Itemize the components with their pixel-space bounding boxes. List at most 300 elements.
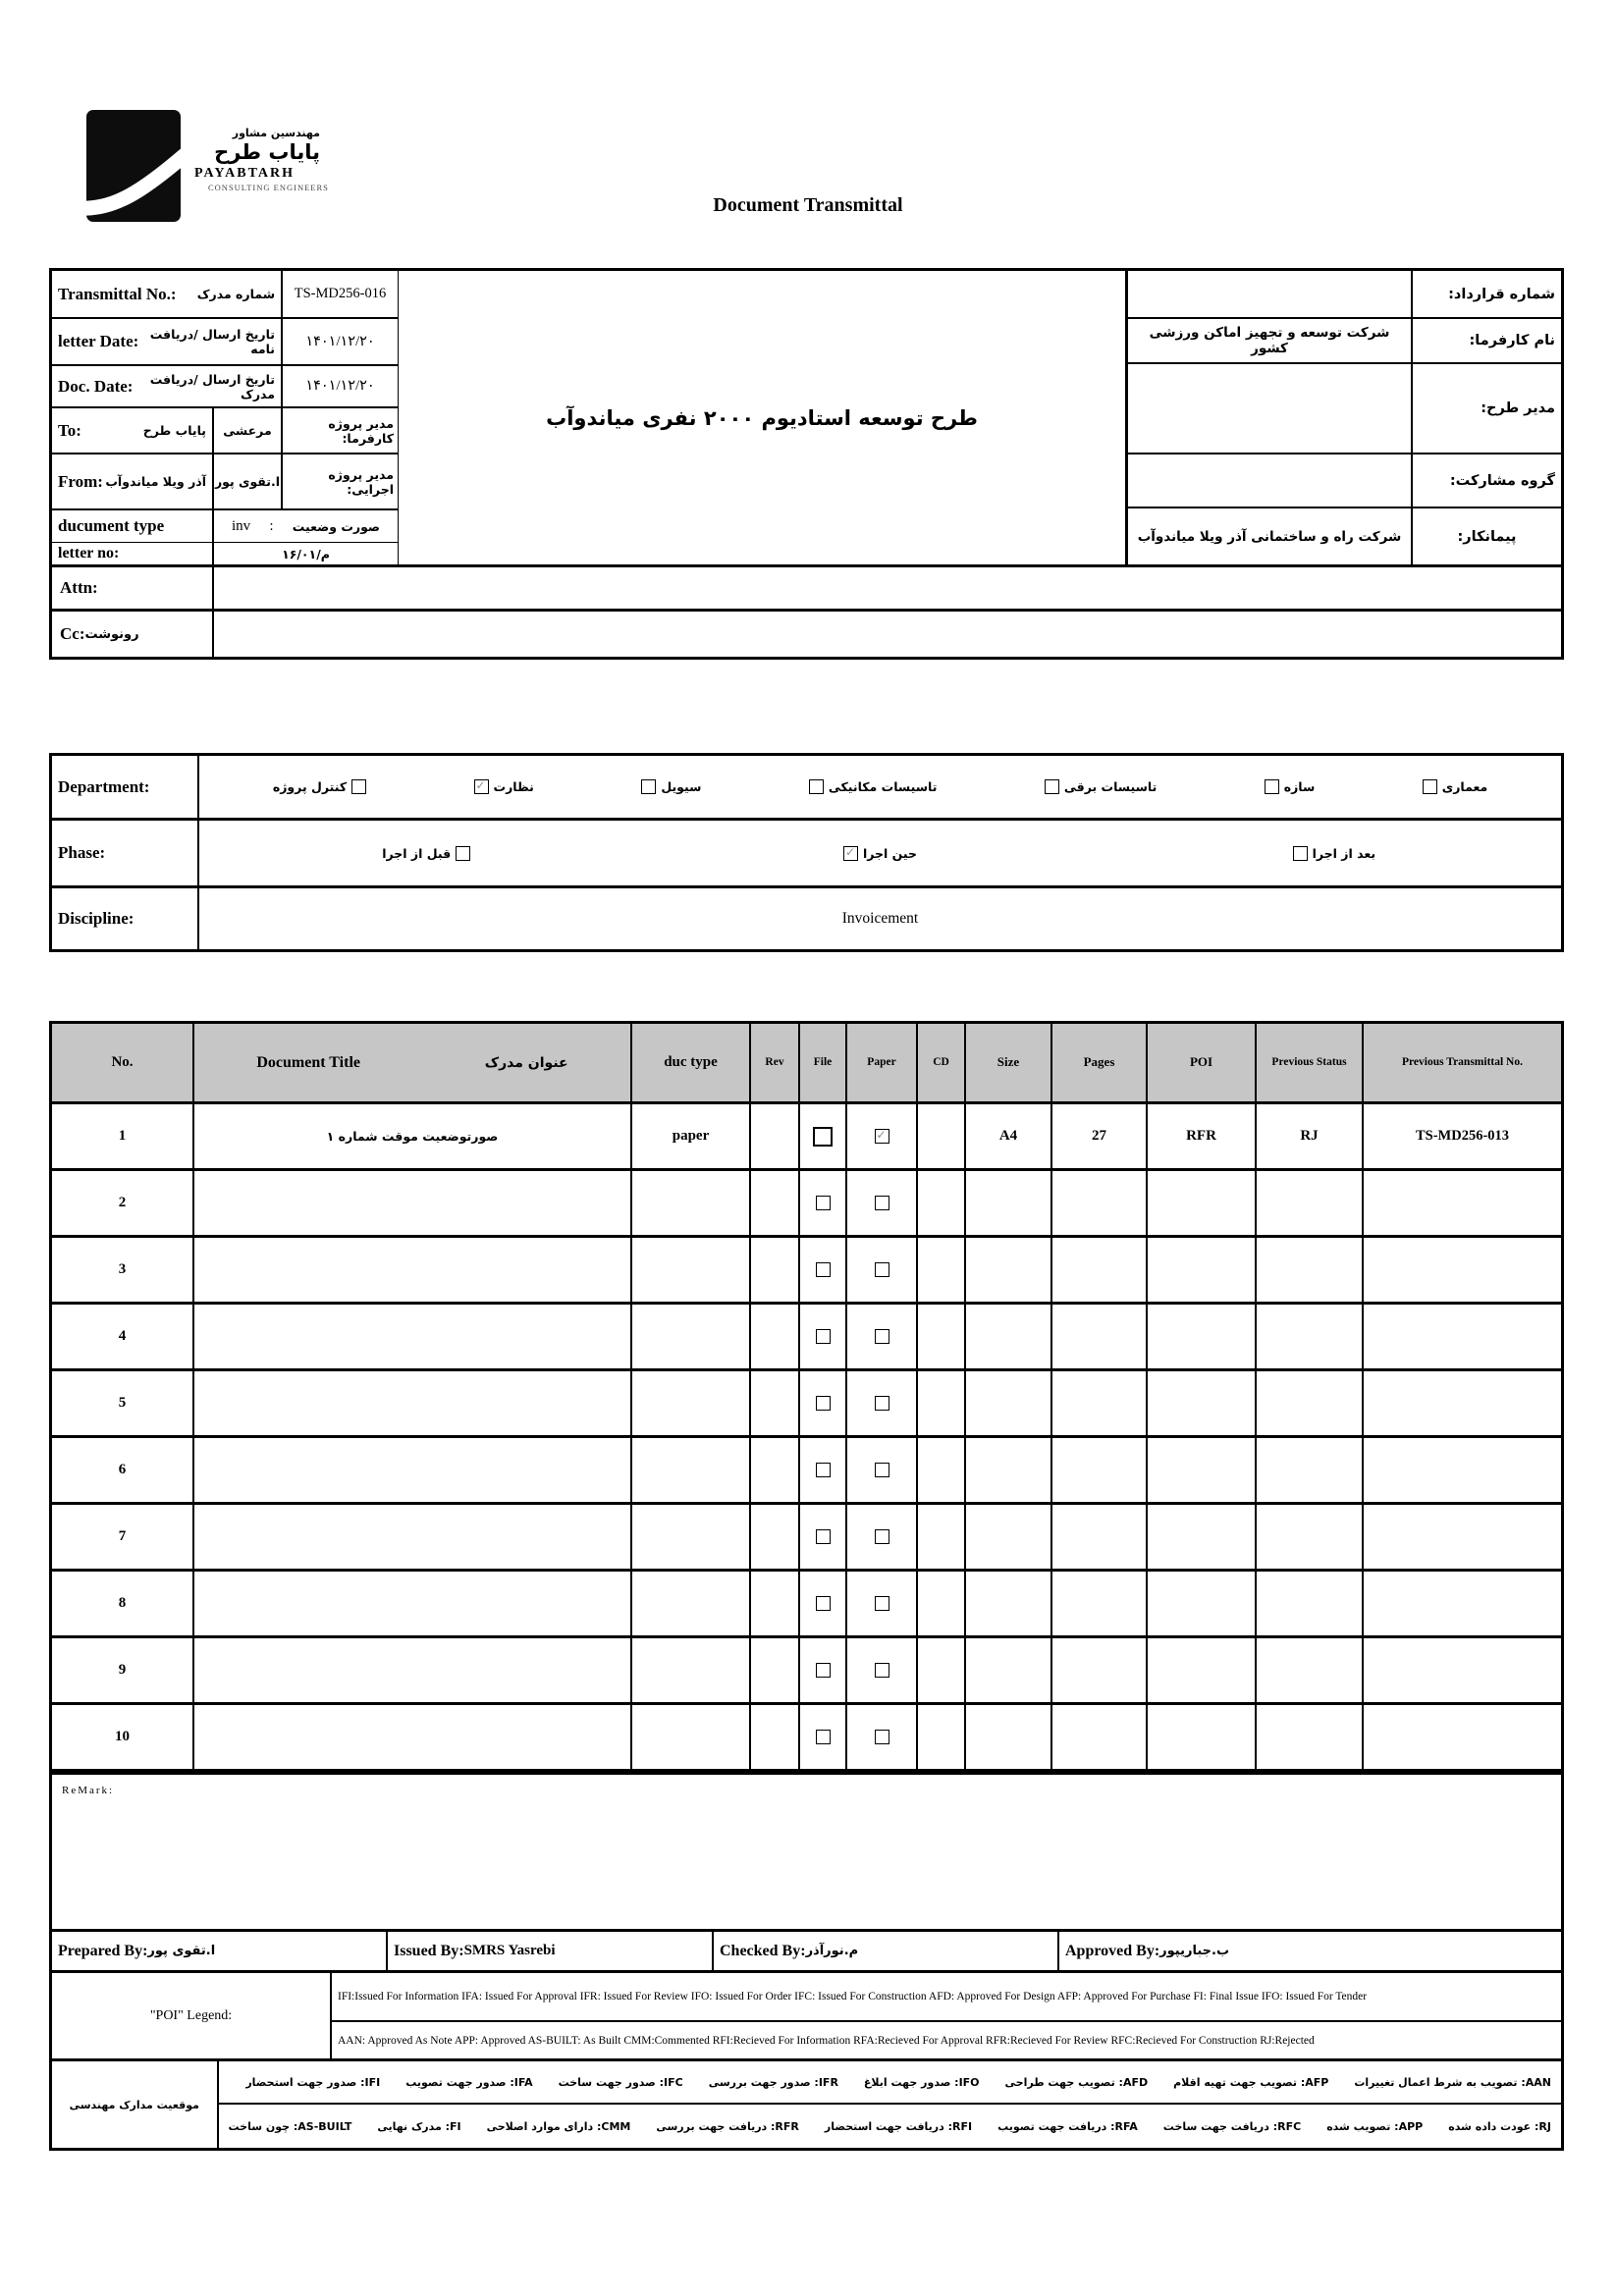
cell-previous-status xyxy=(1257,1505,1364,1569)
checkbox[interactable] xyxy=(1423,779,1437,794)
cell-no: 4 xyxy=(52,1305,194,1368)
cell-cd xyxy=(918,1104,966,1168)
cell-pages xyxy=(1052,1572,1148,1635)
cell-duc-type xyxy=(632,1238,751,1302)
cell-no: 8 xyxy=(52,1572,194,1635)
cell-poi xyxy=(1148,1438,1257,1502)
department-row xyxy=(52,756,1561,821)
table-row-2 xyxy=(52,1171,1561,1238)
paper-checkbox[interactable] xyxy=(875,1196,889,1210)
department-option-saze xyxy=(1265,779,1316,794)
cell-previous-status xyxy=(1257,1305,1364,1368)
file-checkbox[interactable] xyxy=(816,1262,831,1277)
phase-option-during xyxy=(843,846,917,861)
legend-item: RFR: دریافت جهت بررسی xyxy=(656,2119,799,2133)
cell-duc-type xyxy=(632,1438,751,1502)
cell-duc-type xyxy=(632,1305,751,1368)
cc-value[interactable] xyxy=(214,612,1561,657)
letter-no-value: م/۱۶/۰۱ xyxy=(282,546,330,561)
cell-rev xyxy=(751,1705,800,1769)
cell-title xyxy=(194,1171,632,1235)
cell-previous-transmittal xyxy=(1364,1238,1561,1302)
cell-duc-type xyxy=(632,1371,751,1435)
cell-previous-status xyxy=(1257,1705,1364,1769)
legend-item: RFA: دریافت جهت تصویب xyxy=(997,2119,1138,2133)
paper-checkbox[interactable] xyxy=(875,1262,889,1277)
table-row-6 xyxy=(52,1438,1561,1505)
transmittal-header-table xyxy=(49,268,1564,660)
from-row xyxy=(52,454,398,510)
legend-en-line1: IFI:Issued For Information IFA: Issued For Approval IFR: Issued For Review IFO: Issued For Order IFC: Issued For Construction AFD: Approved For Design AFP: Approved For Purchase FI: Final Issue IFO: Issued For Tender xyxy=(332,1973,1561,2022)
cell-pages xyxy=(1052,1371,1148,1435)
file-checkbox[interactable] xyxy=(816,1730,831,1744)
cell-paper xyxy=(847,1305,918,1368)
phase-option-after xyxy=(1293,846,1376,861)
cell-file xyxy=(800,1171,847,1235)
col-paper: Paper xyxy=(847,1024,918,1101)
cell-rev xyxy=(751,1104,800,1168)
cell-duc-type xyxy=(632,1638,751,1702)
design-manager-label: مدیر طرح: xyxy=(1411,364,1561,453)
checkbox[interactable] xyxy=(1293,846,1308,861)
col-cd: CD xyxy=(918,1024,966,1101)
attn-label: Attn: xyxy=(52,567,214,609)
cell-cd xyxy=(918,1371,966,1435)
file-checkbox[interactable] xyxy=(816,1596,831,1611)
approved-by-label: Approved By: xyxy=(1065,1942,1160,1959)
issued-by-value: SMRS Yasrebi xyxy=(463,1943,556,1958)
cell-size xyxy=(966,1705,1052,1769)
cell-pages xyxy=(1052,1438,1148,1502)
cell-previous-status xyxy=(1257,1638,1364,1702)
col-file: File xyxy=(800,1024,847,1101)
cell-previous-status xyxy=(1257,1572,1364,1635)
cell-previous-status xyxy=(1257,1238,1364,1302)
col-pages: Pages xyxy=(1052,1024,1148,1101)
cell-pages xyxy=(1052,1505,1148,1569)
cell-paper xyxy=(847,1638,918,1702)
brand-fa-name: پایاب طرح xyxy=(214,139,320,164)
document-type-label: ducument type xyxy=(58,516,165,535)
cell-pages xyxy=(1052,1305,1148,1368)
poi-legend-fa xyxy=(52,2061,1561,2148)
cell-poi xyxy=(1148,1638,1257,1702)
brand-fa-small: مهندسین مشاور xyxy=(232,127,320,139)
design-manager-value xyxy=(1128,364,1411,453)
phase-option-before xyxy=(382,846,470,861)
option-label: سازه xyxy=(1283,779,1316,794)
transmittal-no-label: Transmittal No.: xyxy=(58,284,177,303)
cell-title xyxy=(194,1638,632,1702)
cell-file xyxy=(800,1305,847,1368)
cell-previous-status: RJ xyxy=(1257,1104,1364,1168)
paper-checkbox[interactable] xyxy=(875,1596,889,1611)
cell-previous-transmittal xyxy=(1364,1305,1561,1368)
checkbox[interactable] xyxy=(641,779,656,794)
cell-paper xyxy=(847,1438,918,1502)
cell-title: صورتوضعیت موقت شماره ۱ xyxy=(194,1104,632,1168)
cell-poi xyxy=(1148,1705,1257,1769)
cell-title xyxy=(194,1572,632,1635)
cc-label-fa: رونوشت xyxy=(84,626,139,642)
attn-row xyxy=(52,564,1561,609)
col-title xyxy=(194,1024,632,1101)
file-checkbox[interactable] xyxy=(813,1127,833,1147)
col-previous-transmittal: Previous Transmittal No. xyxy=(1402,1056,1523,1069)
checked-by-value: م.نورآذر xyxy=(805,1944,859,1958)
from-person: ا.تقوی پور xyxy=(214,454,283,508)
legend-item: AFP: تصویب جهت تهیه اقلام xyxy=(1173,2075,1329,2089)
checkbox[interactable] xyxy=(1265,779,1279,794)
cell-paper xyxy=(847,1371,918,1435)
cell-title xyxy=(194,1505,632,1569)
legend-fa-line2 xyxy=(219,2105,1562,2148)
cell-poi xyxy=(1148,1371,1257,1435)
col-duc-type: duc type xyxy=(632,1024,751,1101)
legend-en-line2: AAN: Approved As Note APP: Approved AS-BUILT: As Built CMM:Commented RFI:Recieved For Information RFA:Recieved For Approval RFR:Recieved For Review RFC:Recieved For Construction RJ:Rejected xyxy=(338,2034,1315,2047)
cell-duc-type: paper xyxy=(632,1104,751,1168)
paper-checkbox-checked[interactable] xyxy=(875,1129,889,1144)
transmittal-no-label-fa: شماره مدرک xyxy=(196,287,275,301)
partnership-group-label: گروه مشارکت: xyxy=(1411,454,1561,507)
cell-previous-transmittal xyxy=(1364,1705,1561,1769)
cell-pages xyxy=(1052,1638,1148,1702)
transmittal-no-value: TS-MD256-016 xyxy=(294,286,387,301)
table-row-10 xyxy=(52,1705,1561,1772)
file-checkbox[interactable] xyxy=(816,1196,831,1210)
contract-no-row xyxy=(1128,271,1561,319)
table-empty-rows xyxy=(52,1171,1561,1772)
document-type-separator: : xyxy=(269,517,274,534)
option-label: سیویل xyxy=(661,779,702,794)
cell-poi xyxy=(1148,1238,1257,1302)
cell-rev xyxy=(751,1505,800,1569)
cell-rev xyxy=(751,1572,800,1635)
cc-label-en: Cc: xyxy=(60,624,85,643)
legend-item: CMM: دارای موارد اصلاحی xyxy=(486,2119,631,2133)
cell-cd xyxy=(918,1238,966,1302)
letter-date-label-fa: تاریخ ارسال /دریافت نامه xyxy=(149,327,275,356)
cell-previous-status xyxy=(1257,1438,1364,1502)
contractor-value: شرکت راه و ساختمانی آذر ویلا میاندوآب xyxy=(1137,528,1402,545)
option-label: تاسیسات مکانیکی xyxy=(828,779,938,794)
client-name-label: نام کارفرما: xyxy=(1411,319,1561,362)
brand-block xyxy=(194,128,329,193)
paper-checkbox[interactable] xyxy=(875,1529,889,1544)
cell-file xyxy=(800,1371,847,1435)
cell-previous-transmittal xyxy=(1364,1638,1561,1702)
table-row-1 xyxy=(52,1104,1561,1171)
cell-size xyxy=(966,1305,1052,1368)
table-row-3 xyxy=(52,1238,1561,1305)
cell-size xyxy=(966,1505,1052,1569)
document-list-section xyxy=(49,1021,1564,2151)
cell-previous-transmittal xyxy=(1364,1371,1561,1435)
cell-duc-type xyxy=(632,1705,751,1769)
letter-date-value: ۱۴۰۱/۱۲/۲۰ xyxy=(305,333,375,349)
cell-rev xyxy=(751,1438,800,1502)
option-label: تاسیسات برقی xyxy=(1063,779,1158,794)
legend-item: AFD: تصویب جهت طراحی xyxy=(1004,2075,1149,2089)
cell-rev xyxy=(751,1171,800,1235)
from-role-label: مدیر پروژه اجرایی: xyxy=(328,466,394,497)
checked-by-label: Checked By: xyxy=(720,1942,806,1959)
cell-size xyxy=(966,1371,1052,1435)
document-table xyxy=(49,1021,1564,1772)
contract-no-value xyxy=(1128,271,1411,317)
cell-size xyxy=(966,1238,1052,1302)
cell-previous-transmittal xyxy=(1364,1438,1561,1502)
department-option-mechanical xyxy=(809,779,938,794)
issued-by-label: Issued By: xyxy=(394,1942,464,1959)
cell-poi xyxy=(1148,1505,1257,1569)
prepared-by-value: ا.تقوی پور xyxy=(147,1944,216,1958)
option-label: قبل از اجرا xyxy=(382,845,452,861)
file-checkbox[interactable] xyxy=(816,1663,831,1678)
cell-title xyxy=(194,1305,632,1368)
cell-rev xyxy=(751,1371,800,1435)
cell-size xyxy=(966,1638,1052,1702)
cell-pages xyxy=(1052,1238,1148,1302)
cell-size xyxy=(966,1171,1052,1235)
legend-item: IFI: صدور جهت استحضار xyxy=(245,2075,381,2089)
cell-title xyxy=(194,1371,632,1435)
from-label: From: xyxy=(58,471,103,491)
cell-no: 7 xyxy=(52,1505,194,1569)
cell-size xyxy=(966,1438,1052,1502)
option-label: کنترل پروژه xyxy=(272,779,348,794)
cell-paper xyxy=(847,1238,918,1302)
cell-file xyxy=(800,1638,847,1702)
page-title: Document Transmittal xyxy=(713,194,903,216)
cell-poi xyxy=(1148,1171,1257,1235)
cell-no: 5 xyxy=(52,1371,194,1435)
cell-file xyxy=(800,1705,847,1769)
cell-paper xyxy=(847,1505,918,1569)
document-type-row xyxy=(52,510,398,543)
to-label: To: xyxy=(58,420,81,440)
cell-previous-transmittal xyxy=(1364,1171,1561,1235)
cell-pages: 27 xyxy=(1052,1104,1148,1168)
to-role-label: مدیر پروژه کارفرما: xyxy=(328,415,394,446)
table-row-8 xyxy=(52,1572,1561,1638)
col-title-fa: عنوان مدرک xyxy=(484,1054,568,1071)
legend-item: RJ: عودت داده شده xyxy=(1448,2119,1551,2133)
col-poi: POI xyxy=(1148,1024,1257,1101)
cell-duc-type xyxy=(632,1171,751,1235)
client-name-row xyxy=(1128,319,1561,364)
checked-by-cell xyxy=(714,1932,1059,1970)
remark-label: ReMark: xyxy=(62,1785,115,1796)
col-title-en: Document Title xyxy=(256,1053,360,1071)
cell-rev xyxy=(751,1638,800,1702)
cell-cd xyxy=(918,1705,966,1769)
phase-label: Phase: xyxy=(52,821,199,885)
file-checkbox[interactable] xyxy=(816,1529,831,1544)
discipline-row xyxy=(52,888,1561,949)
cell-cd xyxy=(918,1305,966,1368)
checkbox-checked[interactable] xyxy=(474,779,489,794)
department-option-electrical xyxy=(1045,779,1157,794)
cell-no: 1 xyxy=(52,1104,194,1168)
project-title-box xyxy=(398,271,1128,564)
cell-file xyxy=(800,1438,847,1502)
paper-checkbox[interactable] xyxy=(875,1396,889,1411)
checkbox[interactable] xyxy=(809,779,824,794)
department-option-memari xyxy=(1423,779,1488,794)
cell-pages xyxy=(1052,1171,1148,1235)
cell-file xyxy=(800,1572,847,1635)
cell-cd xyxy=(918,1572,966,1635)
department-option-project-control xyxy=(273,779,366,794)
to-person: مرعشی xyxy=(214,408,283,453)
cell-poi xyxy=(1148,1305,1257,1368)
table-row-9 xyxy=(52,1638,1561,1705)
paper-checkbox[interactable] xyxy=(875,1463,889,1477)
col-size: Size xyxy=(966,1024,1052,1101)
to-value: پایاب طرح xyxy=(142,423,206,438)
paper-checkbox[interactable] xyxy=(875,1329,889,1344)
contractor-row xyxy=(1128,508,1561,564)
legend-item: RFI: دریافت جهت استحضار xyxy=(824,2119,973,2133)
cell-cd xyxy=(918,1171,966,1235)
cell-no: 3 xyxy=(52,1238,194,1302)
option-label: حین اجرا xyxy=(862,845,918,861)
cell-title xyxy=(194,1238,632,1302)
letter-no-label: letter no: xyxy=(58,545,120,561)
phase-row xyxy=(52,821,1561,888)
table-row-4 xyxy=(52,1305,1561,1371)
cell-size: A4 xyxy=(966,1104,1052,1168)
cell-paper xyxy=(847,1572,918,1635)
cell-duc-type xyxy=(632,1572,751,1635)
discipline-value: Invoicement xyxy=(841,910,919,927)
file-checkbox[interactable] xyxy=(816,1396,831,1411)
classification-table xyxy=(49,753,1564,952)
legend-item: APP: تصویب شده xyxy=(1326,2119,1424,2133)
cell-previous-transmittal xyxy=(1364,1505,1561,1569)
document-table-header xyxy=(52,1024,1561,1104)
doc-date-row xyxy=(52,366,398,408)
legend-item: AS-BUILT: چون ساخت xyxy=(228,2119,352,2133)
approved-by-value: ب.جباریپور xyxy=(1159,1944,1230,1958)
legend-item: IFC: صدور جهت ساخت xyxy=(558,2075,683,2089)
signoff-row xyxy=(49,1929,1564,1973)
cell-cd xyxy=(918,1438,966,1502)
checkbox[interactable] xyxy=(1045,779,1059,794)
cell-poi xyxy=(1148,1572,1257,1635)
fa-legend-label: موقعیت مدارک مهندسی xyxy=(52,2061,219,2148)
cell-title xyxy=(194,1705,632,1769)
brand-en-subtitle: CONSULTING ENGINEERS xyxy=(208,182,329,192)
remark-box[interactable] xyxy=(49,1772,1564,1929)
department-option-civil xyxy=(641,779,701,794)
cell-file xyxy=(800,1238,847,1302)
cell-no: 9 xyxy=(52,1638,194,1702)
checkbox-checked[interactable] xyxy=(843,846,858,861)
partnership-group-value xyxy=(1128,454,1411,507)
cell-previous-status xyxy=(1257,1371,1364,1435)
document-type-value: inv xyxy=(232,517,251,534)
cell-previous-transmittal: TS-MD256-013 xyxy=(1415,1128,1510,1144)
legend-item: IFR: صدور جهت بررسی xyxy=(708,2075,838,2089)
table-row-5 xyxy=(52,1371,1561,1438)
cell-size xyxy=(966,1572,1052,1635)
prepared-by-label: Prepared By: xyxy=(58,1942,148,1959)
paper-checkbox[interactable] xyxy=(875,1663,889,1678)
cell-rev xyxy=(751,1305,800,1368)
doc-date-value: ۱۴۰۱/۱۲/۲۰ xyxy=(305,378,375,394)
cell-paper xyxy=(847,1171,918,1235)
cell-title xyxy=(194,1438,632,1502)
partnership-group-row xyxy=(1128,454,1561,508)
to-row xyxy=(52,408,398,454)
contractor-label: پیمانکار: xyxy=(1411,508,1561,564)
col-rev: Rev xyxy=(751,1024,800,1101)
cell-previous-transmittal xyxy=(1364,1572,1561,1635)
legend-item: IFO: صدور جهت ابلاغ xyxy=(863,2075,980,2089)
paper-checkbox[interactable] xyxy=(875,1730,889,1744)
transmittal-no-row xyxy=(52,271,398,319)
doc-date-label-fa: تاریخ ارسال /دریافت مدرک xyxy=(149,371,275,401)
option-label: بعد از اجرا xyxy=(1312,845,1376,861)
cell-file xyxy=(800,1505,847,1569)
cell-duc-type xyxy=(632,1505,751,1569)
legend-item: FI: مدرک نهایی xyxy=(377,2119,461,2133)
letter-date-row xyxy=(52,319,398,366)
cell-no: 2 xyxy=(52,1171,194,1235)
cell-cd xyxy=(918,1505,966,1569)
attn-value[interactable] xyxy=(214,567,1561,609)
checkbox[interactable] xyxy=(351,779,366,794)
discipline-label: Discipline: xyxy=(52,888,199,949)
design-manager-row xyxy=(1128,364,1561,454)
cc-row xyxy=(52,609,1561,657)
legend-item: AAN: تصویب به شرط اعمال تغییرات xyxy=(1354,2075,1551,2089)
cell-poi: RFR xyxy=(1148,1104,1257,1168)
cell-no: 6 xyxy=(52,1438,194,1502)
prepared-by-cell xyxy=(52,1932,388,1970)
brand-en-name: PAYABTARH xyxy=(194,165,296,181)
cell-previous-status xyxy=(1257,1171,1364,1235)
department-option-supervision xyxy=(474,779,534,794)
client-name-value: شرکت توسعه و تجهیز اماکن ورزشی کشور xyxy=(1149,325,1390,356)
file-checkbox[interactable] xyxy=(816,1463,831,1477)
department-label: Department: xyxy=(52,756,199,818)
cell-file xyxy=(800,1104,847,1168)
option-label: نظارت xyxy=(493,779,534,794)
legend-item: RFC: دریافت جهت ساخت xyxy=(1162,2119,1302,2133)
poi-legend-en xyxy=(52,1973,1561,2061)
checkbox[interactable] xyxy=(456,846,470,861)
cell-rev xyxy=(751,1238,800,1302)
col-previous-status: Previous Status xyxy=(1257,1024,1364,1101)
cell-paper xyxy=(847,1705,918,1769)
legend-item: IFA: صدور جهت تصویب xyxy=(405,2075,533,2089)
from-value: آذر ویلا میاندوآب xyxy=(105,474,206,489)
letter-no-row xyxy=(52,543,398,564)
document-type-fa: صورت وضعیت xyxy=(292,518,380,534)
approved-by-cell xyxy=(1059,1932,1561,1970)
cell-cd xyxy=(918,1638,966,1702)
legend-fa-line1 xyxy=(219,2061,1562,2105)
file-checkbox[interactable] xyxy=(816,1329,831,1344)
project-title: طرح توسعه استادیوم ۲۰۰۰ نفری میاندوآب xyxy=(546,405,978,430)
cell-no: 10 xyxy=(52,1705,194,1769)
contract-no-label: شماره قرارداد: xyxy=(1411,271,1561,317)
poi-legend-table xyxy=(49,1973,1564,2151)
col-no: No. xyxy=(52,1024,194,1101)
